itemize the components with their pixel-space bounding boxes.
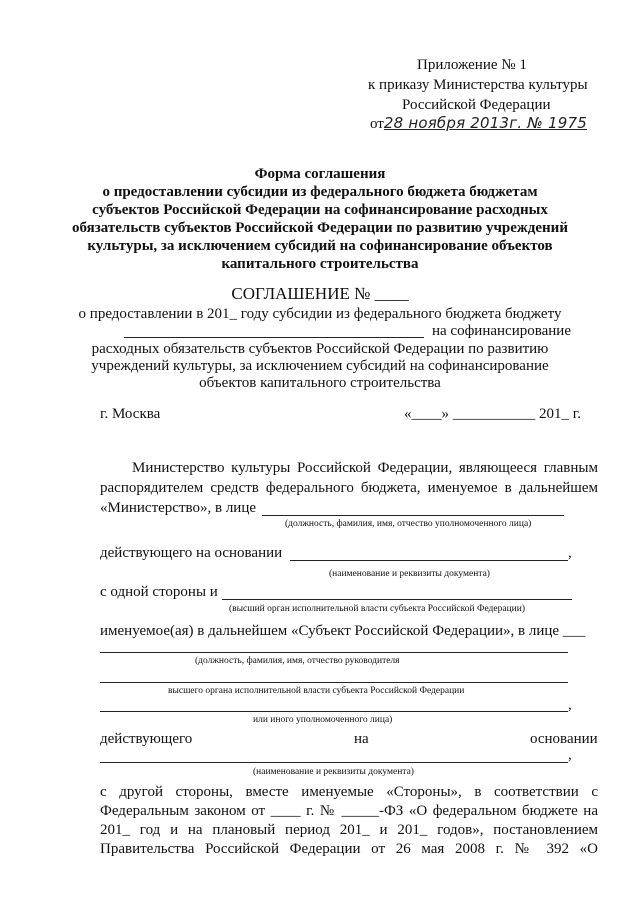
- date-placeholder: «____» ___________ 201_ г.: [404, 406, 581, 422]
- hint-subject-head: (должность, фамилия, имя, отчество руководителя: [195, 656, 400, 666]
- appendix-line-3: Российской Федерации: [402, 97, 551, 113]
- acting-word-2: на: [354, 731, 369, 747]
- form-title-line-3: субъектов Российской Федерации на софинансирование расходных: [92, 202, 548, 218]
- hint-document-1: (наименование и реквизиты документа): [329, 569, 490, 579]
- form-title-line-6: капитального строительства: [221, 256, 419, 272]
- region-name-blank: [124, 337, 424, 338]
- hint-document-2: (наименование и реквизиты документа): [253, 767, 414, 777]
- acting-word-1: действующего: [100, 731, 193, 747]
- hint-ministry-representative: (должность, фамилия, имя, отчество уполномоченного лица): [285, 519, 532, 529]
- appendix-date-prefix: от: [370, 116, 384, 132]
- ministry-basis-blank: [290, 560, 568, 561]
- handwritten-date-number: 28 ноября 2013г. № 1975: [383, 114, 588, 132]
- form-title-line-4: обязательств субъектов Российской Федерации по развитию учреждений: [72, 220, 568, 236]
- body-p1-line-1: Министерство культуры Российской Федерации, являющееся главным: [132, 460, 598, 476]
- form-title-line-2: о предоставлении субсидии из федерального бюджета бюджетам: [102, 184, 538, 200]
- form-title-line-5: культуры, за исключением субсидий на софинансирование объектов: [87, 238, 553, 254]
- comma-2: ,: [568, 697, 572, 713]
- executive-body-blank: [222, 599, 572, 600]
- body-last-line-3: 201_ год и на плановый период 201_ и 201_ годов», постановлением: [100, 822, 598, 838]
- acting-on-basis-label: действующего на основании: [100, 545, 283, 561]
- subject-representative-blank-1: [100, 652, 568, 653]
- agreement-line-2: на софинансирование: [432, 323, 571, 339]
- appendix-line-1: Приложение № 1: [417, 57, 527, 73]
- agreement-line-4: учреждений культуры, за исключением субсидий на софинансирование: [91, 358, 549, 374]
- hint-executive-body: (высший орган исполнительной власти субъекта Российской Федерации): [229, 604, 525, 614]
- agreement-line-5: объектов капитального строительства: [199, 375, 441, 391]
- subject-basis-blank: [100, 762, 568, 763]
- hint-authorized-person: или иного уполномоченного лица): [253, 715, 393, 725]
- hint-subject-executive: высшего органа исполнительной власти субъекта Российской Федерации: [168, 686, 465, 696]
- appendix-date-line: [370, 114, 587, 133]
- body-last-line-2: Федеральным законом от ____ г. № _____-ФЗ «О федеральном бюджете на: [100, 803, 598, 819]
- city-label: г. Москва: [100, 406, 161, 422]
- body-p1-line-3: «Министерство», в лице: [100, 500, 257, 516]
- agreement-line-1: о предоставлении в 201_ году субсидии из федерального бюджета бюджету: [78, 306, 562, 322]
- body-last-line-4: Правительства Российской Федерации от 26 мая 2008 г. № 392 «О: [100, 841, 598, 857]
- subject-representative-blank-2: [100, 682, 568, 683]
- body-last-line-1: с другой стороны, вместе именуемые «Стороны», в соответствии с: [100, 784, 598, 800]
- subject-representative-line: именуемое(ая) в дальнейшем «Субъект Российской Федерации», в лице ___: [100, 623, 586, 639]
- body-p1-line-2: распорядителем средств федерального бюджета, именуемое в дальнейшем: [100, 480, 598, 496]
- one-side-label: с одной стороны и: [100, 584, 218, 600]
- appendix-line-2: к приказу Министерства культуры: [368, 77, 588, 93]
- ministry-representative-blank: [262, 515, 564, 516]
- form-title-line-1: Форма соглашения: [254, 166, 386, 182]
- comma-1: ,: [568, 545, 572, 561]
- agreement-heading: СОГЛАШЕНИЕ № ____: [231, 284, 409, 303]
- subject-representative-blank-3: [100, 711, 568, 712]
- comma-3: ,: [568, 747, 572, 763]
- acting-word-3: основании: [530, 731, 598, 747]
- agreement-line-3: расходных обязательств субъектов Российской Федерации по развитию: [91, 341, 549, 357]
